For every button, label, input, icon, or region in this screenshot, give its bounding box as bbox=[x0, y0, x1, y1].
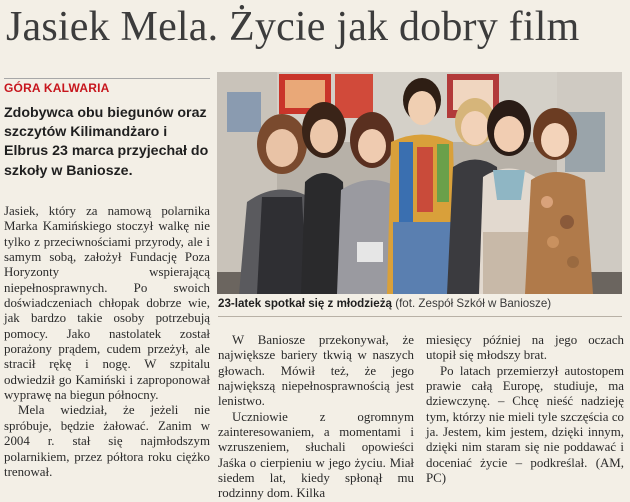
article-paragraph: W Baniosze przekonywał, że największe bariery tkwią w naszych głowach. Mówił też, że jego największą niepełnosprawnością jest lenistwo. bbox=[218, 333, 414, 409]
photo-caption bbox=[218, 296, 624, 312]
article-paragraph: Mela wiedział, że jeżeli nie spróbuje, będzie żałować. Zanim w 2004 r. stał się najmłodszym polarnikiem, przez półtora roku ciężko trenował. bbox=[4, 403, 210, 479]
article-paragraph: Uczniowie z ogromnym zainteresowaniem, a momentami i wzruszeniem, słuchali opowieści Jaśka o cierpieniu w jego życiu. Miał siedem lat, kiedy spłonął mu rodzinny dom. Kilka bbox=[218, 409, 414, 501]
article-headline: Jasiek Mela. Życie jak dobry film bbox=[6, 4, 580, 50]
section-label: GÓRA KALWARIA bbox=[4, 78, 210, 95]
article-paragraph bbox=[426, 364, 624, 487]
article-paragraph: Jasiek, który za namową polarnika Marka Kamińskiego stoczył walkę nie tylko z przeciwnościami przyrody, ale i samym sobą, założył Fundację Poza Horyzonty wspierającą niepełnosprawnych. Po swoich doświadczeniach chłopak dobrze wie, jak bardzo takie osoby potrzebują pomocy. Jako nastolatek został porażony prądem, cudem przeżył, ale stracił rękę i nogę. W szpitalu odwiedził go Kamiński i zaproponował wyprawę na biegun północny. bbox=[4, 204, 210, 403]
article-lead: Zdobywca obu biegunów oraz szczytów Kilimandżaro i Elbrus 23 marca przyjechał do szkoły w Baniosze. bbox=[4, 105, 209, 179]
article-column-1 bbox=[4, 204, 210, 480]
photo-credit: (fot. Zespół Szkół w Baniosze) bbox=[395, 297, 552, 310]
author-signature: (AM, PC) bbox=[426, 455, 624, 486]
article-column-2 bbox=[218, 333, 414, 502]
caption-divider bbox=[218, 316, 622, 317]
paragraph-text: Po latach przemierzył autostopem prawie całą Europę, studiuje, ma dziewczynę. – Chcę nieść nadzieję tym, którzy nie mieli tyle szczęścia co ja. Jestem, kim jestem, dzięki innym, dzięki nim staram się nie poddawać i doceniać życie – podkreślał. bbox=[426, 363, 624, 470]
caption-text: 23-latek spotkał się z młodzieżą bbox=[218, 297, 392, 310]
article-paragraph: miesięcy później na jego oczach utopił się młodszy brat. bbox=[426, 333, 624, 363]
wall-poster bbox=[335, 74, 373, 118]
group-photo-illustration bbox=[217, 72, 622, 294]
article-photo bbox=[217, 72, 622, 294]
article-column-3 bbox=[426, 333, 624, 486]
